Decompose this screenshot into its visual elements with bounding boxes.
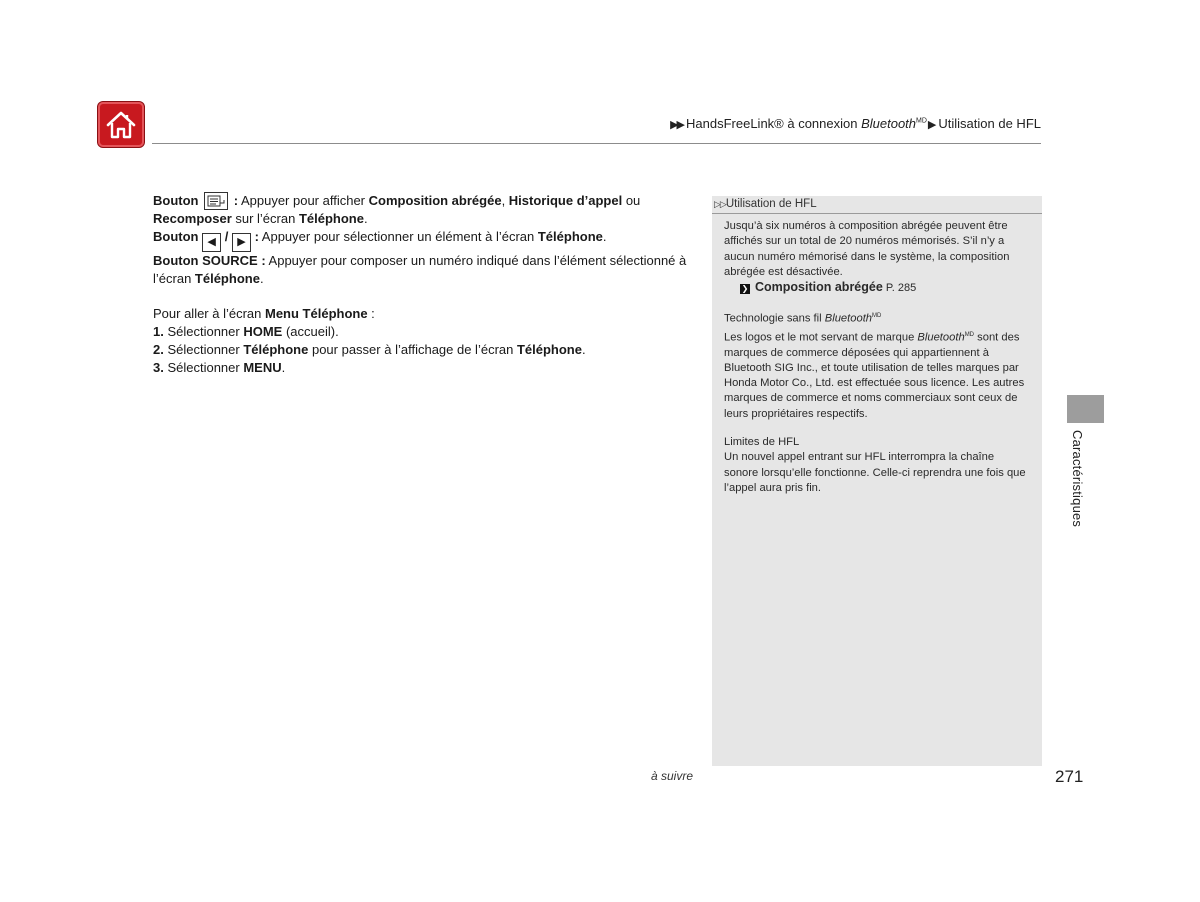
paragraph-line: Bouton : Appuyer pour afficher Composition abrégée, Historique d’appel ou: [153, 193, 641, 208]
page-number: 271: [1055, 767, 1084, 786]
chapter-tab-label: Caractéristiques: [1070, 430, 1085, 528]
cross-reference-link[interactable]: ❯ Composition abrégée P. 285: [741, 280, 917, 295]
continued-note: à suivre: [651, 769, 694, 783]
paragraph-line: Bouton ◀ / ▶ : Appuyer pour sélectionner un élément à l’écran Téléphone.: [153, 228, 691, 252]
left-arrow-key-icon: ◀: [202, 233, 221, 252]
sidebar-notes: [712, 196, 1042, 766]
note-heading: Limites de HFL: [724, 436, 800, 449]
main-content: [153, 192, 691, 377]
breadcrumb-current: Utilisation de HFL: [938, 116, 1041, 131]
step-item: 2. Sélectionner Téléphone pour passer à l’affichage de l’écran Téléphone.: [153, 342, 586, 357]
step-item: 3. Sélectionner MENU.: [153, 360, 286, 375]
note-heading: Technologie sans fil Bluetooth$^{MD}$: [724, 313, 882, 326]
paragraph-line: Bouton SOURCE : Appuyer pour composer un numéro indiqué dans l’élément sélectionné à: [153, 253, 687, 268]
paragraph-line: Recomposer sur l’écran Téléphone.: [153, 211, 368, 226]
breadcrumb-section[interactable]: HandsFreeLink® à connexion Bluetooth$^{MD}$: [686, 116, 927, 131]
home-button[interactable]: [98, 102, 144, 147]
list-key-icon: [204, 192, 228, 210]
section-marker-icon: ▷▷: [714, 199, 726, 209]
breadcrumb-separator-icon: ▶: [927, 119, 937, 131]
header-divider: [152, 143, 1041, 144]
breadcrumb: [670, 116, 1041, 131]
breadcrumb-arrows-icon: ▶▶: [670, 119, 684, 131]
right-arrow-key-icon: ▶: [232, 233, 251, 252]
chapter-tab[interactable]: [1067, 395, 1104, 423]
reference-arrow-icon: ❯: [741, 284, 749, 294]
note-paragraph: Les logos et le mot servant de marque Bluetooth$^{MD}$ sont des marques de commerce déposées qui appartiennent à Bluetooth SIG Inc., et toute utilisation de telles marques par Honda Motor Co., Ltd. est effectuée sous licence. Les autres marques de commerce et noms commerciaux sont ceux de leurs propriétaires respectifs.: [724, 331, 1025, 420]
menu-intro: Pour aller à l’écran Menu Téléphone :: [153, 306, 375, 321]
home-icon: [105, 110, 137, 140]
sidebar-notes-title: ▷▷Utilisation de HFL: [712, 196, 1042, 214]
step-item: 1. Sélectionner HOME (accueil).: [153, 324, 339, 339]
note-paragraph: Un nouvel appel entrant sur HFL interrompra la chaîne sonore lorsqu’elle fonctionne. Celle-ci reprendra une fois que l’appel aura pris fin.: [724, 451, 1026, 494]
note-paragraph: Jusqu’à six numéros à composition abrégée peuvent être affichés sur un total de 20 numéros mémorisés. S’il n’y a aucun numéro mémorisé dans le système, la composition abrégée est désactivée.: [724, 220, 1010, 278]
paragraph-line: l’écran Téléphone.: [153, 271, 264, 286]
